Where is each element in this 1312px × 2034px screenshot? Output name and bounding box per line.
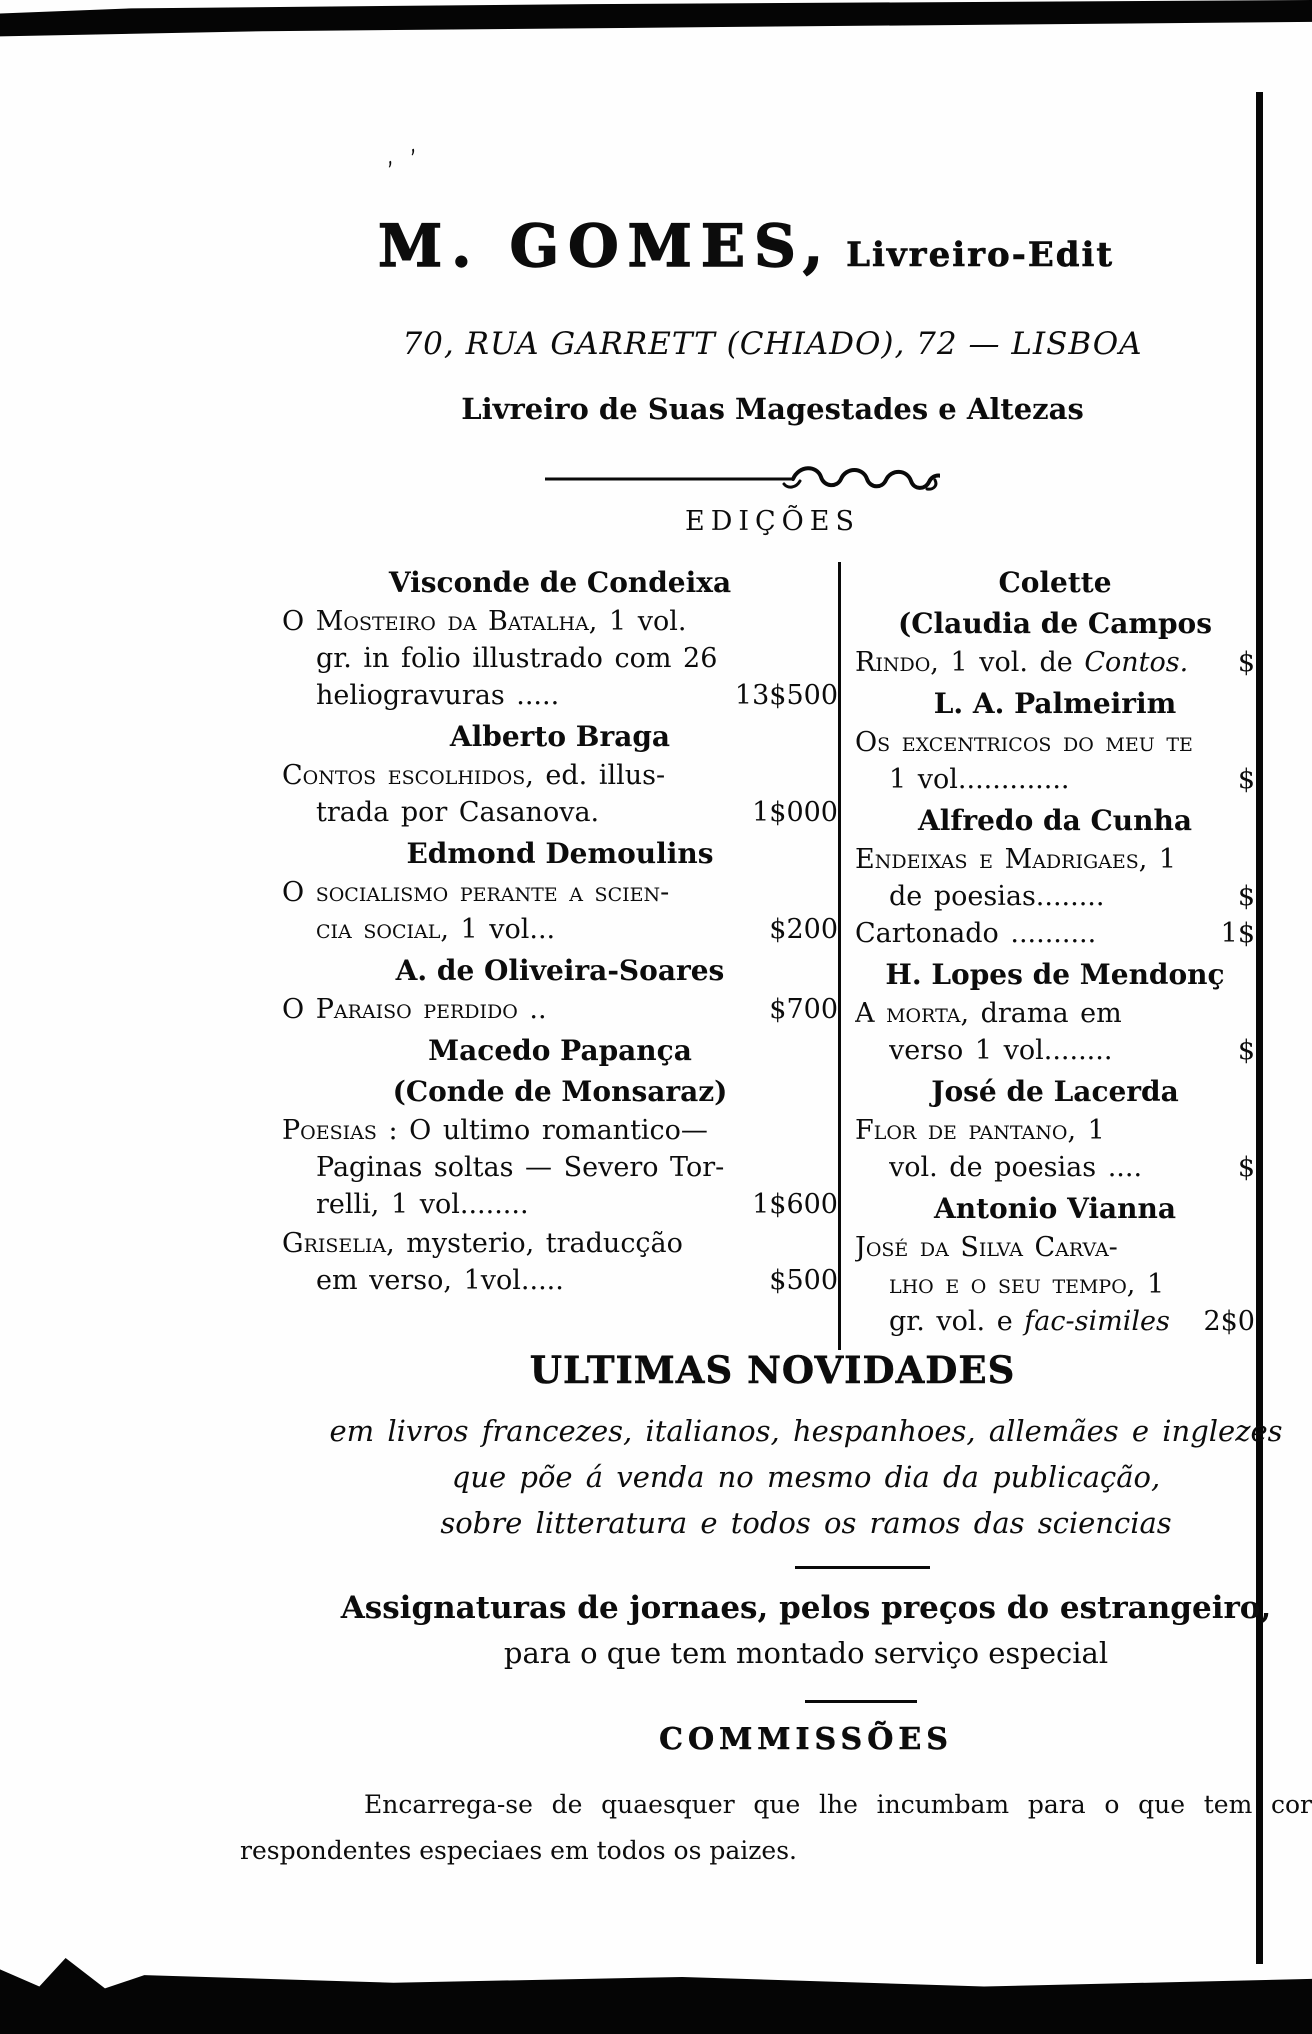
bottom-ink-bar (0, 1939, 1312, 2034)
novelties-heading: ULTIMAS NOVIDADES (529, 1348, 1016, 1392)
address-line: 70, RUA GARRETT (CHIADO), 72 — LISBOA (402, 326, 1143, 362)
author-heading: A. de Oliveira-Soares (395, 954, 725, 987)
line-text: O socialismo perante a scien- (282, 877, 670, 908)
line-text: de poesias........ (889, 881, 1105, 912)
novelties-line: que põe á venda no mesmo dia da publicação, (451, 1460, 1161, 1494)
subscriptions-block (300, 1586, 1312, 1676)
catalog-line (282, 874, 838, 911)
line-text: vol. de poesias .... (889, 1152, 1143, 1183)
line-text: Poesias : O ultimo romantico— (282, 1115, 708, 1146)
ornament-divider-icon (545, 462, 940, 492)
novelties-line: em livros francezes, italianos, hespanhoes, allemães e inglezes (329, 1414, 1283, 1448)
catalog-columns (282, 560, 1265, 1352)
line-text: Os excentricos do meu te (855, 727, 1193, 758)
line-text: Flor de pantano, 1 (855, 1115, 1105, 1146)
line-text: José da Silva Carva- (855, 1232, 1118, 1263)
line-text: 1 vol............. (889, 764, 1070, 795)
author-heading: L. A. Palmeirim (933, 687, 1177, 720)
royal-subtitle: Livreiro de Suas Magestades e Altezas (461, 392, 1084, 426)
author-heading: Macedo Papança (428, 1034, 692, 1067)
catalog-entry (282, 836, 838, 948)
line-text: Endeixas e Madrigaes, 1 (855, 844, 1177, 875)
price: 1$600 (752, 1189, 838, 1220)
editions-heading: EDIÇÕES (684, 506, 861, 537)
subscriptions-line: para o que tem montado serviço especial (503, 1636, 1109, 1670)
catalog-line (282, 677, 838, 714)
catalog-column-left (282, 560, 838, 1352)
author-heading: H. Lopes de Mendonç (885, 958, 1225, 991)
author-heading: (Conde de Monsaraz) (392, 1075, 728, 1108)
catalog-line (855, 1266, 1255, 1303)
publisher-heading (378, 212, 1114, 280)
line-text: Griselia, mysterio, traducção (282, 1228, 683, 1259)
catalog-line (855, 915, 1255, 952)
catalog-column-right (841, 560, 1265, 1352)
line-text: verso 1 vol........ (889, 1035, 1113, 1066)
catalog-line (855, 995, 1255, 1032)
catalog-line (282, 991, 838, 1028)
line-text: O Mosteiro da Batalha, 1 vol. (282, 606, 687, 637)
catalog-entry (282, 1033, 838, 1223)
catalog-entry (282, 1225, 838, 1299)
price: 1$ (1220, 918, 1255, 949)
author-heading: Alberto Braga (449, 720, 671, 753)
catalog-line (855, 1303, 1255, 1340)
catalog-line (282, 1112, 838, 1149)
catalog-line (855, 761, 1255, 798)
catalog-line (855, 644, 1255, 681)
author-heading: Edmond Demoulins (406, 837, 714, 870)
top-ink-bar (0, 0, 1312, 52)
commissions-paragraph (240, 1782, 1312, 1874)
catalog-line (855, 1032, 1255, 1069)
price: $ (1237, 881, 1255, 912)
catalog-line (282, 757, 838, 794)
catalog-line (282, 1149, 838, 1186)
catalog-line (282, 603, 838, 640)
commissions-line: respondentes especiaes em todos os paizes. (240, 1836, 797, 1865)
price: $700 (769, 994, 838, 1025)
catalog-line (855, 724, 1255, 761)
line-text: em verso, 1vol..... (316, 1265, 564, 1296)
catalog-line (282, 1225, 838, 1262)
line-text: lho e o seu tempo, 1 (889, 1269, 1165, 1300)
line-text: Paginas soltas — Severo Tor- (316, 1152, 725, 1183)
catalog-line (855, 841, 1255, 878)
catalog-line (282, 794, 838, 831)
author-heading: José de Lacerda (931, 1075, 1179, 1108)
line-text: Contos escolhidos, ed. illus- (282, 760, 666, 791)
line-text: Cartonado .......... (855, 918, 1097, 949)
catalog-line (855, 1229, 1255, 1266)
line-text: heliogravuras ..... (316, 680, 560, 711)
commissions-heading: COMMISSÕES (659, 1722, 953, 1757)
author-heading: (Claudia de Campos (898, 607, 1212, 640)
catalog-line (855, 1112, 1255, 1149)
catalog-entry (282, 953, 838, 1028)
catalog-line (855, 1149, 1255, 1186)
price: $ (1237, 1152, 1255, 1183)
catalog-entry (855, 803, 1255, 952)
price: 1$000 (752, 797, 838, 828)
line-text: gr. vol. e fac-similes (889, 1306, 1170, 1337)
line-text: gr. in folio illustrado com 26 (316, 643, 718, 674)
price: $ (1237, 764, 1255, 795)
catalog-line (855, 878, 1255, 915)
price: $200 (769, 914, 838, 945)
catalog-line (282, 1186, 838, 1223)
catalog-line (282, 640, 838, 677)
price: $500 (769, 1265, 838, 1296)
author-heading: Colette (998, 566, 1112, 599)
line-text: A morta, drama em (855, 998, 1122, 1029)
line-text: relli, 1 vol........ (316, 1189, 529, 1220)
author-heading: Antonio Vianna (934, 1192, 1176, 1225)
line-text: O Paraiso perdido .. (282, 994, 547, 1025)
catalog-entry (855, 565, 1255, 681)
catalog-entry (855, 957, 1255, 1069)
catalog-line (282, 1262, 838, 1299)
author-heading: Visconde de Condeixa (388, 566, 732, 599)
section-divider (805, 1700, 917, 1703)
catalog-entry (855, 686, 1255, 798)
line-text: trada por Casanova. (316, 797, 600, 828)
subscriptions-line: Assignaturas de jornaes, pelos preços do estrangeiro, (340, 1590, 1272, 1626)
catalog-entry (855, 1074, 1255, 1186)
catalog-line (282, 911, 838, 948)
line-text: Rindo, 1 vol. de Contos. (855, 647, 1189, 678)
price: 2$0 (1203, 1306, 1255, 1337)
section-divider (795, 1566, 930, 1569)
publisher-name: M. GOMES, (378, 212, 833, 280)
price: $ (1237, 647, 1255, 678)
novelties-paragraph (300, 1408, 1312, 1546)
price: $ (1237, 1035, 1255, 1066)
price: 13$500 (734, 680, 838, 711)
catalog-entry (282, 565, 838, 714)
catalog-entry (855, 1191, 1255, 1340)
line-text: cia social, 1 vol... (316, 914, 556, 945)
publisher-role: Livreiro-Edit (846, 235, 1115, 275)
author-heading: Alfredo da Cunha (918, 804, 1192, 837)
commissions-line: Encarrega-se de quaesquer que lhe incumbam para o que tem cor (364, 1790, 1312, 1819)
novelties-line: sobre litteratura e todos os ramos das sciencias (440, 1506, 1172, 1540)
catalog-entry (282, 719, 838, 831)
ink-mark: , , (378, 130, 425, 171)
